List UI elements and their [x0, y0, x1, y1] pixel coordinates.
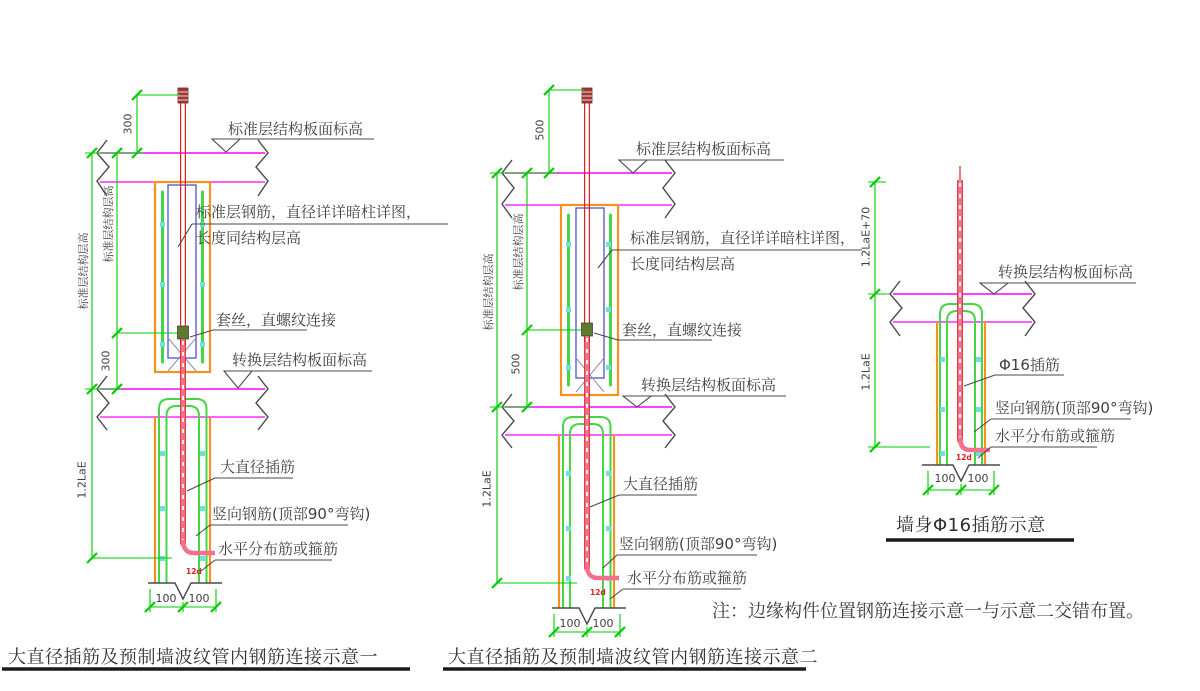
- label-dowel: 大直径插筋: [623, 475, 699, 493]
- dim-100-right: 100: [592, 617, 614, 630]
- label-dowel: 大直径插筋: [220, 458, 296, 476]
- dim-500-top: 500: [533, 119, 547, 141]
- dim-100-left: 100: [934, 472, 956, 485]
- dim-hook-12d: 12d: [186, 567, 202, 576]
- dim-lap-length: 1.2LaE: [75, 461, 89, 499]
- detail1-geometry: [2, 88, 448, 669]
- break-mark: [890, 281, 902, 336]
- label-vertical-bar: 竖向钢筋(顶部90°弯钩): [995, 399, 1154, 417]
- label-dowel: Φ16插筋: [999, 356, 1060, 374]
- label-vertical-bar: 竖向钢筋(顶部90°弯钩): [619, 535, 778, 553]
- dim-storey-inner: 标准层结构层高: [102, 185, 115, 263]
- elevation-arrow: [212, 139, 240, 152]
- label-thread-coupler: 套丝，直螺纹连接: [216, 311, 337, 329]
- label-transfer-slab-elevation: 转换层结构板面标高: [641, 376, 777, 394]
- detail1-title: 大直径插筋及预制墙波纹管内钢筋连接示意一: [8, 647, 378, 668]
- label-std-rebar-line1: 标准层钢筋，直径详详暗柱详图，: [630, 229, 856, 247]
- dim-lap-length: 1.2LaE: [859, 353, 873, 391]
- break-mark: [502, 160, 514, 218]
- label-vertical-bar: 竖向钢筋(顶部90°弯钩): [212, 505, 371, 523]
- dim-100-left: 100: [155, 592, 177, 605]
- detail3-geometry: [868, 166, 1136, 540]
- break-mark: [97, 376, 109, 430]
- dim-hook-12d: 12d: [956, 453, 972, 462]
- label-transfer-slab-elevation: 转换层结构板面标高: [998, 263, 1134, 281]
- sheet-note: 注：边缘构件位置钢筋连接示意一与示意二交错布置。: [712, 601, 1144, 622]
- dim-storey-outer: 标准层结构层高: [77, 232, 90, 310]
- break-mark: [256, 376, 268, 430]
- dim-hook-12d: 12d: [590, 588, 606, 597]
- dim-100-left: 100: [559, 617, 581, 630]
- dim-100-right: 100: [967, 472, 989, 485]
- dim-storey-outer: 标准层结构层高: [482, 253, 495, 331]
- label-std-slab-elevation: 标准层结构板面标高: [228, 120, 364, 138]
- elevation-arrow: [623, 396, 651, 407]
- label-transfer-slab-elevation: 转换层结构板面标高: [232, 351, 368, 369]
- elevation-arrow: [980, 283, 1008, 294]
- label-horizontal-bar: 水平分布筋或箍筋: [995, 427, 1116, 445]
- dim-300-mid: 300: [99, 350, 113, 372]
- break-mark: [663, 160, 675, 218]
- dim-lap-length: 1.2LaE: [480, 470, 494, 508]
- label-std-slab-elevation: 标准层结构板面标高: [636, 140, 772, 158]
- label-thread-coupler: 套丝，直螺纹连接: [622, 321, 743, 339]
- dim-300-top: 300: [121, 113, 135, 135]
- label-horizontal-bar: 水平分布筋或箍筋: [218, 540, 339, 558]
- detail2-title: 大直径插筋及预制墙波纹管内钢筋连接示意二: [448, 647, 818, 668]
- elevation-arrow: [224, 371, 252, 388]
- label-std-rebar-line2: 长度同结构层高: [196, 229, 302, 247]
- break-mark: [663, 394, 675, 448]
- break-mark: [256, 140, 268, 196]
- break-mark: [502, 394, 514, 448]
- dim-storey-inner: 标准层结构层高: [512, 213, 525, 291]
- dim-500-mid: 500: [509, 353, 523, 375]
- dim-above-slab: 1.2LaE+70: [859, 206, 873, 268]
- label-std-rebar-line1: 标准层钢筋，直径详详暗柱详图，: [196, 203, 422, 221]
- coupler: [178, 326, 189, 339]
- detail3-title: 墙身Φ16插筋示意: [896, 515, 1046, 536]
- break-mark: [1023, 281, 1035, 336]
- dim-100-right: 100: [188, 592, 210, 605]
- elevation-arrow: [619, 160, 647, 173]
- dim-vertical: [868, 177, 930, 452]
- label-std-rebar-line2: 长度同结构层高: [630, 255, 736, 273]
- coupler: [582, 323, 593, 336]
- label-horizontal-bar: 水平分布筋或箍筋: [627, 569, 748, 587]
